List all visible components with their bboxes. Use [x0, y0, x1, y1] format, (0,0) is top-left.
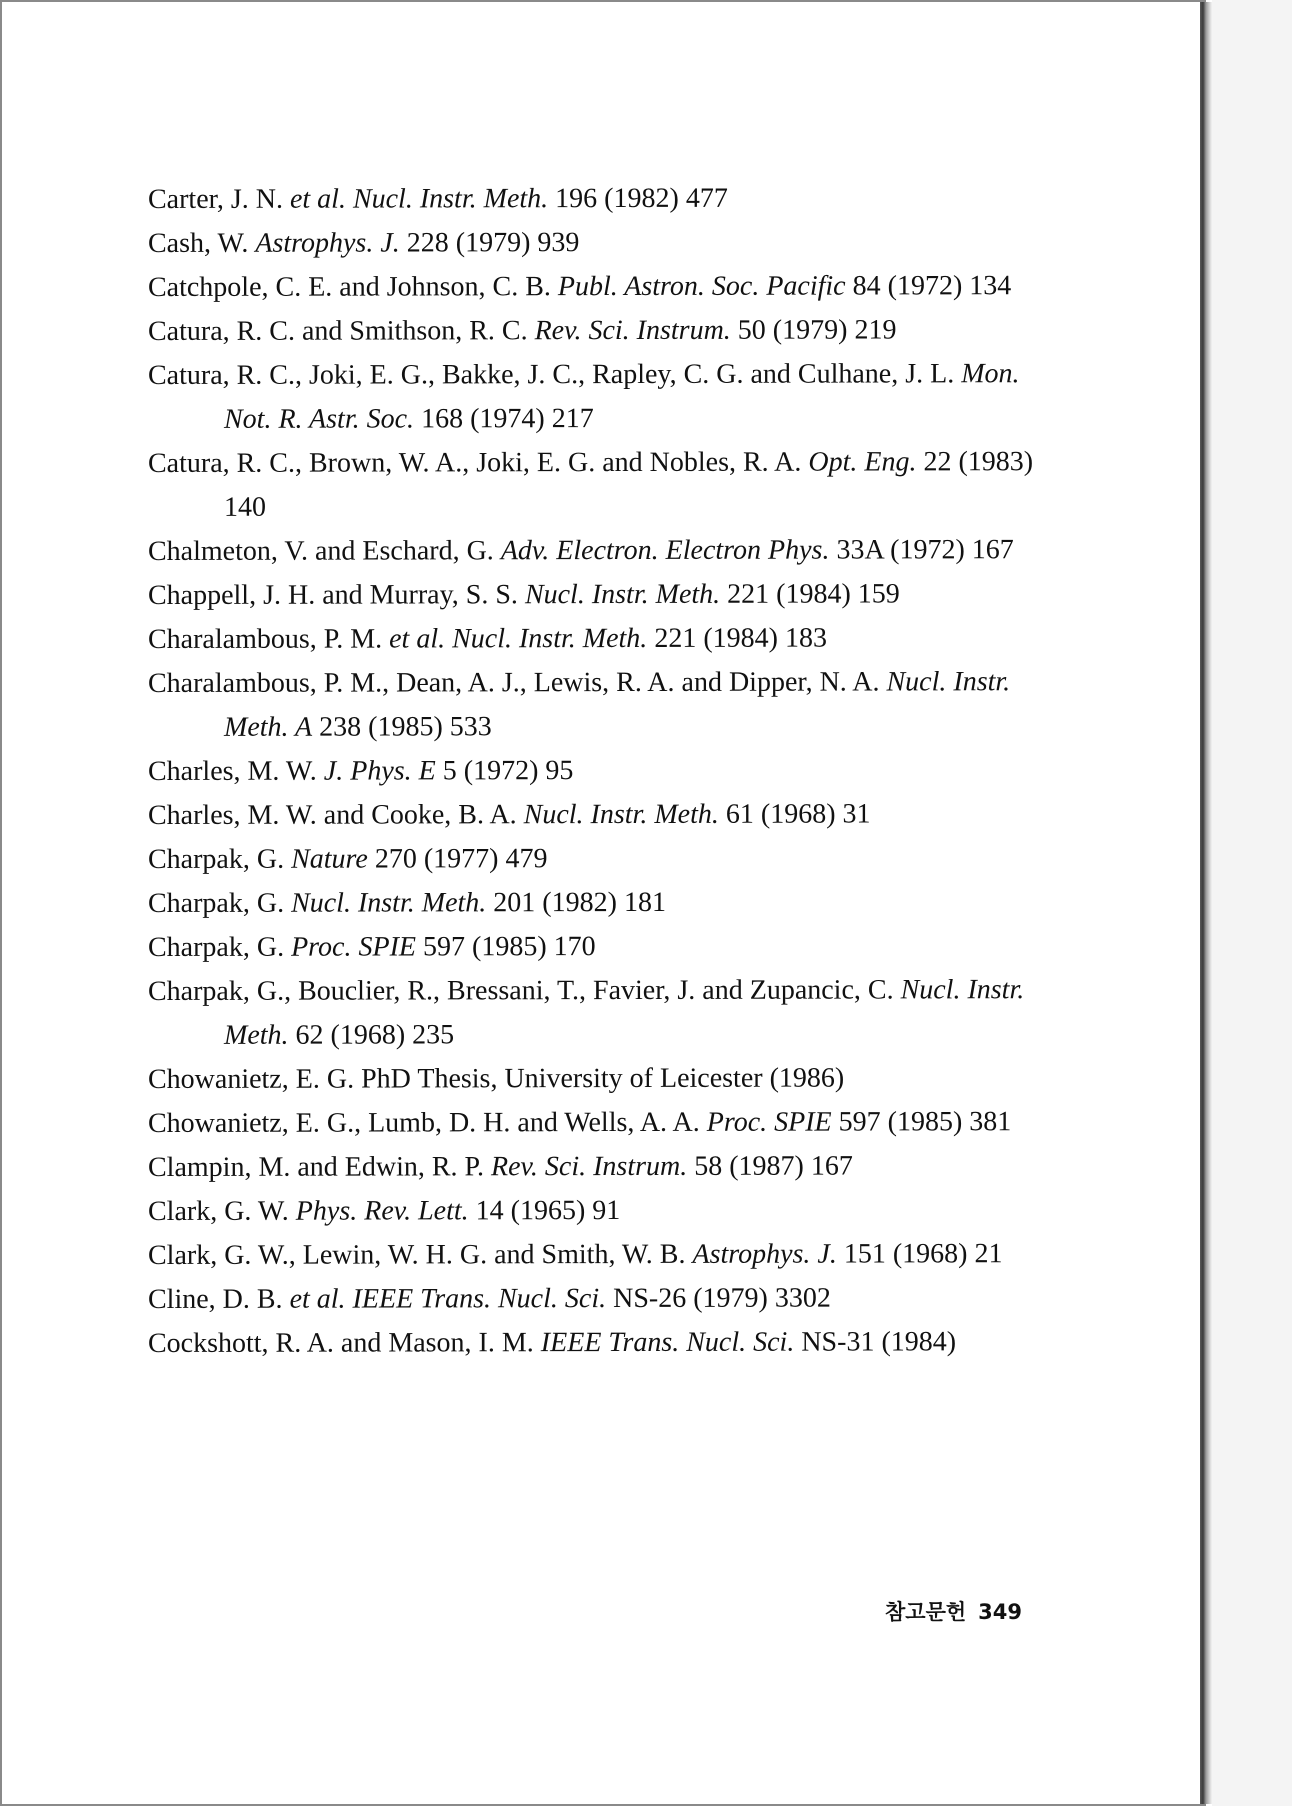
reference-journal: Nucl. Instr. Meth. A — [224, 666, 1011, 743]
reference-journal: et al. Nucl. Instr. Meth. — [389, 622, 648, 655]
reference-entry — [148, 968, 1068, 1058]
reference-text: Charles, M. W. and Cooke, B. A. — [148, 799, 524, 831]
reference-text: Cockshott, R. A. and Mason, I. M. — [148, 1327, 541, 1359]
reference-text: 22 (1983) 140 — [224, 446, 1034, 523]
reference-text: 33A (1972) 167 — [829, 534, 1014, 566]
reference-entry — [148, 1188, 1068, 1234]
reference-text: Cash, W. — [148, 227, 256, 259]
reference-entry — [148, 616, 1068, 662]
reference-entry — [148, 1276, 1068, 1322]
reference-entry — [148, 748, 1068, 794]
reference-entry — [148, 220, 1068, 266]
reference-entry — [148, 880, 1068, 926]
reference-journal: Nucl. Instr. Meth. — [523, 798, 719, 831]
reference-text: 196 (1982) 477 — [548, 182, 728, 215]
reference-text: Catura, R. C., Brown, W. A., Joki, E. G. and Nobles, R. A. — [148, 446, 809, 479]
reference-entry — [148, 352, 1068, 442]
reference-text: Charalambous, P. M., Dean, A. J., Lewis, R. A. and Dipper, N. A. — [148, 666, 887, 699]
reference-entry — [148, 924, 1068, 970]
reference-text: 270 (1977) 479 — [367, 843, 548, 875]
running-footer-section: 참고문헌 — [885, 1600, 967, 1624]
reference-text: Clark, G. W., Lewin, W. H. G. and Smith, W. B. — [148, 1238, 693, 1271]
reference-text: NS-31 (1984) — [794, 1326, 957, 1358]
reference-text: 221 (1984) 159 — [720, 578, 900, 610]
reference-journal: Nucl. Instr. Meth. — [291, 887, 487, 919]
reference-text: 597 (1985) 170 — [416, 931, 596, 963]
reference-entry — [148, 1100, 1068, 1146]
reference-entry — [148, 572, 1068, 618]
reference-entry — [148, 440, 1068, 530]
reference-text: Chalmeton, V. and Eschard, G. — [148, 535, 501, 567]
reference-journal: Publ. Astron. Soc. Pacific — [557, 270, 846, 303]
reference-entry — [148, 1144, 1068, 1190]
reference-text: Catchpole, C. E. and Johnson, C. B. — [148, 271, 558, 303]
reference-journal: Mon. Not. R. Astr. Soc. — [224, 358, 1020, 435]
reference-text: Charalambous, P. M. — [148, 623, 390, 655]
reference-text: Clampin, M. and Edwin, R. P. — [148, 1151, 492, 1183]
reference-text: 201 (1982) 181 — [486, 886, 666, 919]
reference-text: 228 (1979) 939 — [399, 227, 580, 259]
reference-text: Catura, R. C. and Smithson, R. C. — [148, 315, 535, 347]
reference-text: NS-26 (1979) 3302 — [606, 1282, 831, 1315]
reference-text: Charles, M. W. — [148, 755, 324, 787]
reference-text: Chowanietz, E. G. PhD Thesis, University of Leicester (1986) — [148, 1062, 845, 1095]
reference-text: 597 (1985) 381 — [831, 1106, 1012, 1138]
reference-journal: Nucl. Instr. Meth. — [224, 974, 1025, 1051]
reference-entry — [148, 176, 1068, 222]
reference-text: Charpak, G., Bouclier, R., Bressani, T., Favier, J. and Zupancic, C. — [148, 974, 901, 1007]
reference-text: 58 (1987) 167 — [687, 1150, 853, 1182]
reference-text: 5 (1972) 95 — [435, 755, 574, 787]
reference-journal: Adv. Electron. Electron Phys. — [500, 534, 830, 567]
reference-journal: Opt. Eng. — [808, 446, 917, 478]
reference-text: 14 (1965) 91 — [468, 1195, 621, 1227]
reference-text: 62 (1968) 235 — [288, 1019, 455, 1051]
reference-journal: Phys. Rev. Lett. — [295, 1195, 469, 1227]
page-edge-shadow — [1200, 2, 1212, 1804]
reference-entry — [148, 1232, 1068, 1278]
viewer-background — [1212, 0, 1292, 1806]
reference-journal: Proc. SPIE — [291, 931, 416, 963]
reference-entry — [148, 836, 1068, 882]
reference-text: Charpak, G. — [148, 843, 292, 875]
reference-journal: IEEE Trans. Nucl. Sci. — [540, 1326, 795, 1359]
reference-text: Chappell, J. H. and Murray, S. S. — [148, 579, 525, 611]
reference-text: Catura, R. C., Joki, E. G., Bakke, J. C., Rapley, C. G. and Culhane, J. L. — [148, 358, 962, 391]
reference-journal: Proc. SPIE — [706, 1106, 832, 1138]
reference-journal: Rev. Sci. Instrum. — [491, 1150, 688, 1183]
reference-journal: et al. Nucl. Instr. Meth. — [289, 183, 549, 215]
reference-text: 238 (1985) 533 — [312, 711, 492, 743]
reference-text: 221 (1984) 183 — [647, 622, 827, 654]
reference-text: 84 (1972) 134 — [845, 270, 1012, 302]
reference-text: Carter, J. N. — [148, 183, 290, 215]
reference-text: Cline, D. B. — [148, 1283, 290, 1315]
reference-journal: Nature — [291, 843, 368, 875]
reference-entry — [148, 792, 1068, 838]
reference-entry — [148, 1056, 1068, 1102]
reference-entry — [148, 308, 1068, 354]
reference-journal: Rev. Sci. Instrum. — [534, 314, 731, 347]
reference-journal: J. Phys. E — [323, 755, 436, 787]
reference-text: 168 (1974) 217 — [414, 403, 594, 435]
reference-text: Clark, G. W. — [148, 1195, 296, 1227]
reference-journal: Astrophys. J. — [692, 1238, 837, 1270]
reference-text: 50 (1979) 219 — [730, 314, 897, 346]
reference-entry — [148, 264, 1068, 310]
reference-text: Chowanietz, E. G., Lumb, D. H. and Wells, A. A. — [148, 1106, 707, 1139]
page-number: 349 — [978, 1600, 1022, 1624]
reference-text: 151 (1968) 21 — [836, 1238, 1003, 1270]
reference-list — [148, 176, 1068, 1366]
reference-journal: et al. IEEE Trans. Nucl. Sci. — [289, 1283, 607, 1315]
page-footer — [862, 1596, 1022, 1626]
reference-text: 61 (1968) 31 — [718, 798, 871, 830]
reference-text: Charpak, G. — [148, 887, 292, 919]
reference-journal: Nucl. Instr. Meth. — [524, 578, 721, 611]
reference-text: Charpak, G. — [148, 931, 292, 963]
reference-entry — [148, 1320, 1068, 1366]
reference-journal: Astrophys. J. — [255, 227, 400, 259]
reference-entry — [148, 528, 1068, 574]
reference-entry — [148, 660, 1068, 750]
